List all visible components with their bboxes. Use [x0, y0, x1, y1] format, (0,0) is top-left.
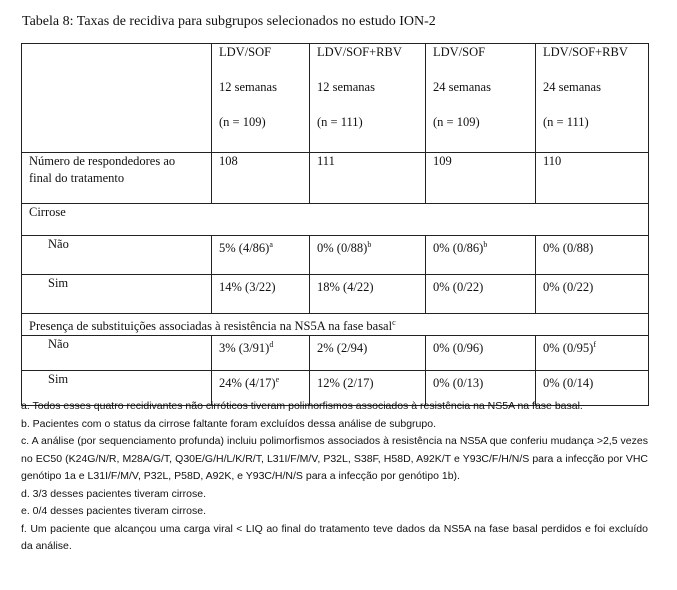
header-cell: LDV/SOF 12 semanas (n = 109) [212, 44, 310, 153]
table-cell: 5% $(4/86)^a$ [212, 236, 310, 275]
footnote: d. 3/3 desses pacientes tiveram cirrose. [21, 487, 207, 500]
header-row [22, 44, 649, 153]
table-cell: 18% (4/22) [310, 275, 426, 314]
table-cell: 2% (2/94) [310, 336, 426, 371]
footnote: e. 0/4 desses pacientes tiveram cirrose. [21, 505, 207, 517]
table-cell: 12% (2/17) [310, 371, 426, 406]
table-cell: 0% (0/14) [536, 371, 649, 406]
table-cell: 0% (0/22) [536, 275, 649, 314]
table-cell: 14% (3/22) [212, 275, 310, 314]
footnote: f. Um paciente que alcançou uma carga viral < LIQ ao final do tratamento teve dados da NS5A na fase basal perdidos e foi excluído da análise. [21, 522, 648, 552]
row-label: Não [22, 336, 212, 371]
table-caption: Tabela 8: Taxas de recidiva para subgrupos selecionados no estudo ION-2 [22, 14, 436, 29]
table-cell: 0% (0/88) [536, 236, 649, 275]
table-cell: 0% $(0/95)^f$ [536, 336, 649, 371]
footnote: c. A análise (por sequenciamento profunda) incluiu polimorfismos associados à resistência na NS5A que conferiu mudança >2,5 vezes no EC50 (K24G/N/R, M28A/G/T, Q30E/G/H/L/K/R/T, L31I/F/M/V, P32L, S38F, H58D, A92K/T e Y93C/F/H/N/S para a infecção por VHC genótipo 1a e L31I/F/M/V, P32L, P58D, A92K, e Y93C/H/N/S para a infecção por genótipo 1b). [21, 435, 648, 482]
table-row [22, 275, 649, 314]
row-label: Não [22, 236, 212, 275]
row-label: Sim [22, 275, 212, 314]
table-cell: 3% $(3/91)^d$ [212, 336, 310, 371]
table-row [22, 236, 649, 275]
table-cell: 0% (0/13) [426, 371, 536, 406]
header-cell: LDV/SOF+RBV 12 semanas (n = 111) [310, 44, 426, 153]
responders-row [22, 153, 649, 204]
footnote: a. Todos esses quatro recidivantes não cirróticos tiveram polimorfismos associados à resistência na NS5A na fase basal. [21, 400, 583, 412]
table-cell: 0% $(0/88)^b$ [310, 236, 426, 275]
section-title: Cirrose [22, 204, 649, 236]
table-cell: 110 [536, 153, 649, 204]
footnotes [21, 398, 648, 556]
relapse-table [21, 43, 649, 406]
header-cell: LDV/SOF+RBV 24 semanas (n = 111) [536, 44, 649, 153]
header-cell: LDV/SOF 24 semanas (n = 109) [426, 44, 536, 153]
section-row-ns5a [22, 314, 649, 336]
table-cell: 0% $(0/86)^b$ [426, 236, 536, 275]
table-cell: 0% (0/96) [426, 336, 536, 371]
footnote: b. Pacientes com o status da cirrose faltante foram excluídos dessa análise de subgrupo. [21, 417, 436, 430]
table-row [22, 336, 649, 371]
table-cell: 0% (0/22) [426, 275, 536, 314]
table-cell: 109 [426, 153, 536, 204]
section-title: Presença de substituições associadas à resistência na NS5A na fase basal$^c$ [22, 314, 649, 336]
section-row-cirrose [22, 204, 649, 236]
table-cell: 108 [212, 153, 310, 204]
header-empty-cell [22, 44, 212, 153]
row-label: Número de respondedores ao final do tratamento [22, 153, 212, 204]
table-cell: 24% $(4/17)^e$ [212, 371, 310, 406]
table-cell: 111 [310, 153, 426, 204]
row-label: Sim [22, 371, 212, 406]
